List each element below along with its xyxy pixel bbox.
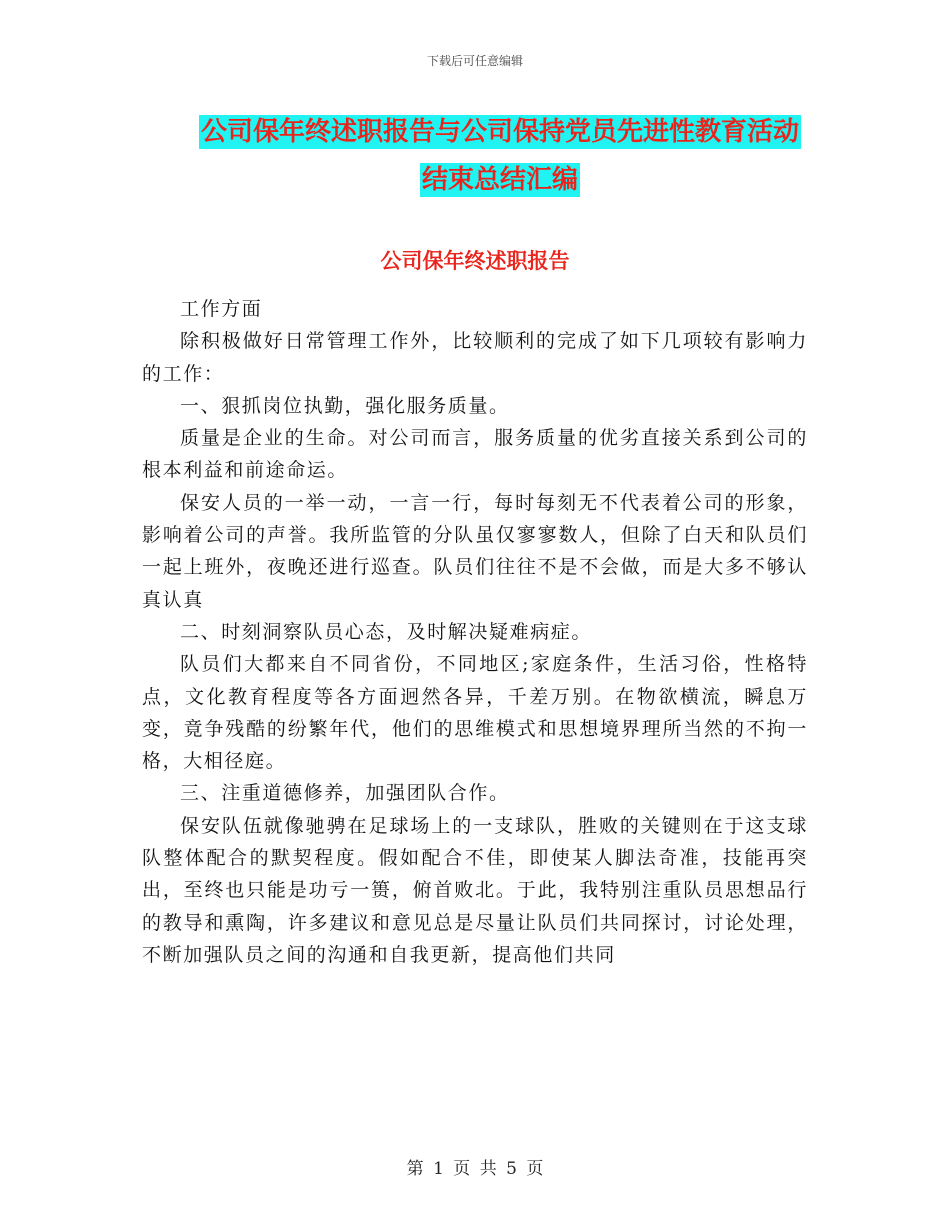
document-title-line-2: 结束总结汇编 — [421, 165, 578, 195]
paragraph: 二、时刻洞察队员心态，及时解决疑难病症。 — [180, 620, 593, 643]
paragraph: 除积极做好日常管理工作外，比较顺利的完成了如下几项较有影响力的工作： — [142, 330, 808, 385]
paragraph: 保安队伍就像驰骋在足球场上的一支球队，胜败的关键则在于这支球队整体配合的默契程度。假如配合不佳，即使某人脚法奇准，技能再突出，至终也只能是功亏一篑，俯首败北。于此，我特别注重队员思想品行的教导和熏陶，许多建议和意见总是尽量让队员们共同探讨，讨论处理，不断加强队员之间的沟通和自我更新，提高他们共同 — [142, 814, 808, 966]
paragraph: 保安人员的一举一动，一言一行，每时每刻无不代表着公司的形象，影响着公司的声誉。我所监管的分队虽仅寥寥数人，但除了白天和队员们一起上班外，夜晚还进行巡查。队员们往往不是不会做，而是大多不够认真认真 — [142, 491, 808, 611]
document-title-line-1: 公司保年终述职报告与公司保持党员先进性教育活动 — [200, 117, 799, 147]
paragraph: 一、狠抓岗位执勤，强化服务质量。 — [180, 394, 510, 417]
document-body — [142, 293, 808, 971]
page-number: 第 1 页 共 5 页 — [406, 1159, 544, 1179]
paragraph: 质量是企业的生命。对公司而言，服务质量的优劣直接关系到公司的根本利益和前途命运。 — [142, 427, 808, 482]
page-header-note: 下载后可任意编辑 — [426, 54, 523, 68]
document-title — [140, 108, 860, 204]
paragraph: 队员们大都来自不同省份，不同地区;家庭条件，生活习俗，性格特点，文化教育程度等各方面迥然各异，千差万别。在物欲横流，瞬息万变，竟争残酷的纷繁年代，他们的思维模式和思想境界理所当然的不拘一格，大相径庭。 — [142, 653, 808, 773]
section-title: 公司保年终述职报告 — [380, 249, 570, 273]
paragraph: 三、注重道德修养，加强团队合作。 — [180, 782, 510, 805]
paragraph: 工作方面 — [180, 298, 263, 320]
